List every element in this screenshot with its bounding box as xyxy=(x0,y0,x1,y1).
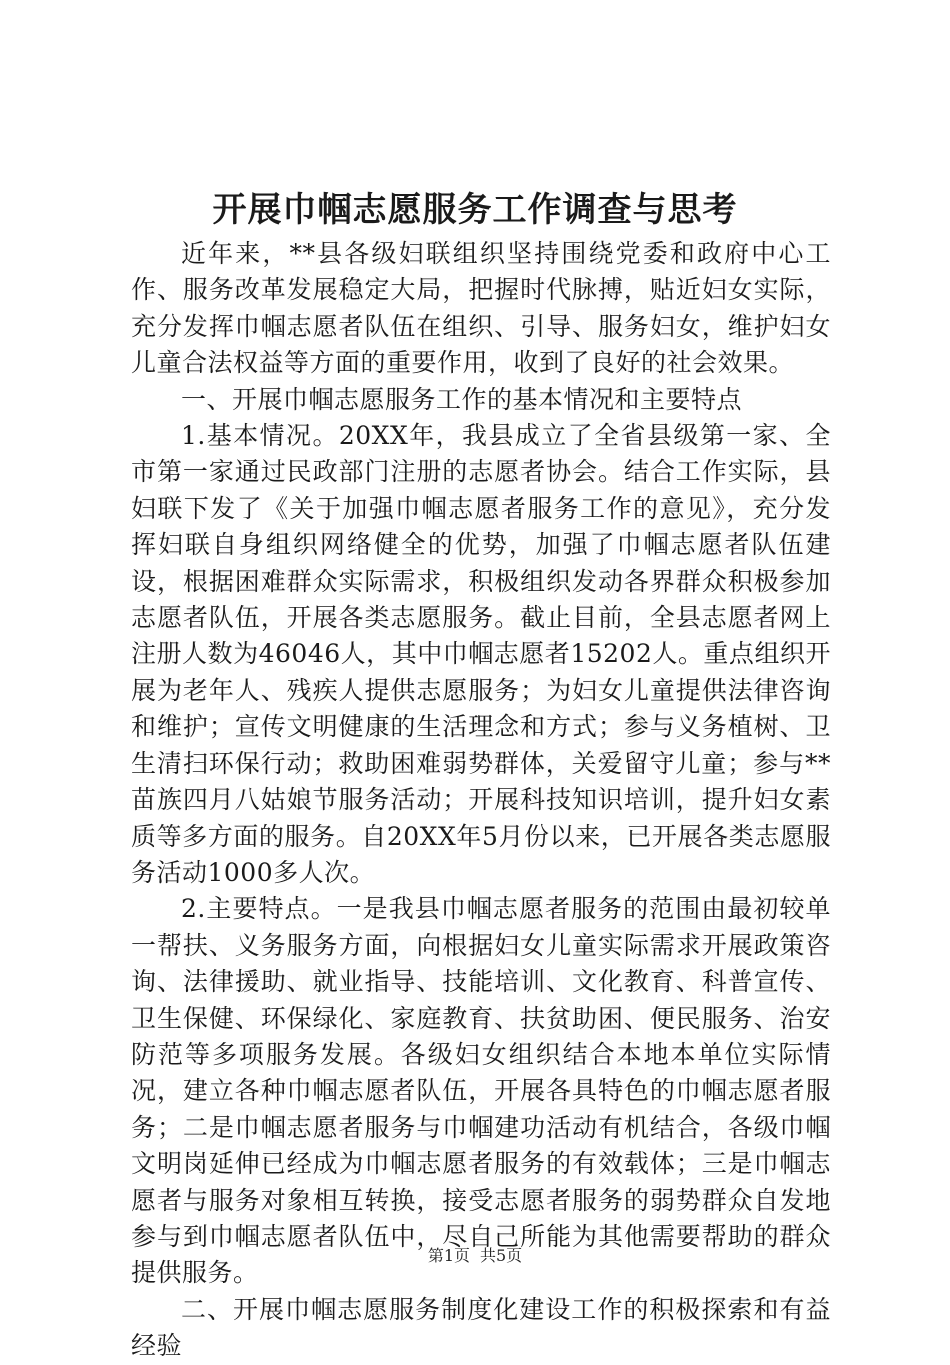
page-number: 第1页 xyxy=(427,1246,470,1265)
document-title: 开展巾帼志愿服务工作调查与思考 xyxy=(212,190,738,230)
paragraph-intro: 近年来，**县各级妇联组织坚持围绕党委和政府中心工作、服务改革发展稳定大局，把握时代脉搏，贴近妇女实际，充分发挥巾帼志愿者队伍在组织、引导、服务妇女，维护妇女儿童合法权益等方面的重要作用，收到了良好的社会效果。 xyxy=(131,239,831,378)
section-heading-1: 一、开展巾帼志愿服务工作的基本情况和主要特点 xyxy=(181,384,743,414)
section-heading-2: 二、开展巾帼志愿服务制度化建设工作的积极探索和有益经验 xyxy=(131,1294,831,1361)
page-total: 共5页 xyxy=(480,1246,523,1265)
document-body xyxy=(131,236,831,1365)
page-footer xyxy=(0,1245,950,1267)
paragraph-basic-situation: 1.基本情况。20XX年，我县成立了全省县级第一家、全市第一家通过民政部门注册的志愿者协会。结合工作实际，县妇联下发了《关于加强巾帼志愿者服务工作的意见》，充分发挥妇联自身组织网络健全的优势，加强了巾帼志愿者队伍建设，根据困难群众实际需求，积极组织发动各界群众积极参加志愿者队伍，开展各类志愿服务。截止目前，全县志愿者网上注册人数为46046人，其中巾帼志愿者15202人。重点组织开展为老年人、残疾人提供志愿服务；为妇女儿童提供法律咨询和维护；宣传文明健康的生活理念和方式；参与义务植树、卫生清扫环保行动；救助困难弱势群体，关爱留守儿童；参与**苗族四月八姑娘节服务活动；开展科技知识培训，提升妇女素质等多方面的服务。自20XX年5月份以来，已开展各类志愿服务活动1000多人次。 xyxy=(131,421,831,887)
paragraph-main-features: 2.主要特点。一是我县巾帼志愿者服务的范围由最初较单一帮扶、义务服务方面，向根据妇女儿童实际需求开展政策咨询、法律援助、就业指导、技能培训、文化教育、科普宣传、卫生保健、环保绿化、家庭教育、扶贫助困、便民服务、治安防范等多项服务发展。各级妇女组织结合本地本单位实际情况，建立各种巾帼志愿者队伍，开展各具特色的巾帼志愿者服务；二是巾帼志愿者服务与巾帼建功活动有机结合，各级巾帼文明岗延伸已经成为巾帼志愿者服务的有效载体；三是巾帼志愿者与服务对象相互转换，接受志愿者服务的弱势群众自发地参与到巾帼志愿者队伍中，尽自己所能为其他需要帮助的群众提供服务。 xyxy=(131,894,831,1288)
